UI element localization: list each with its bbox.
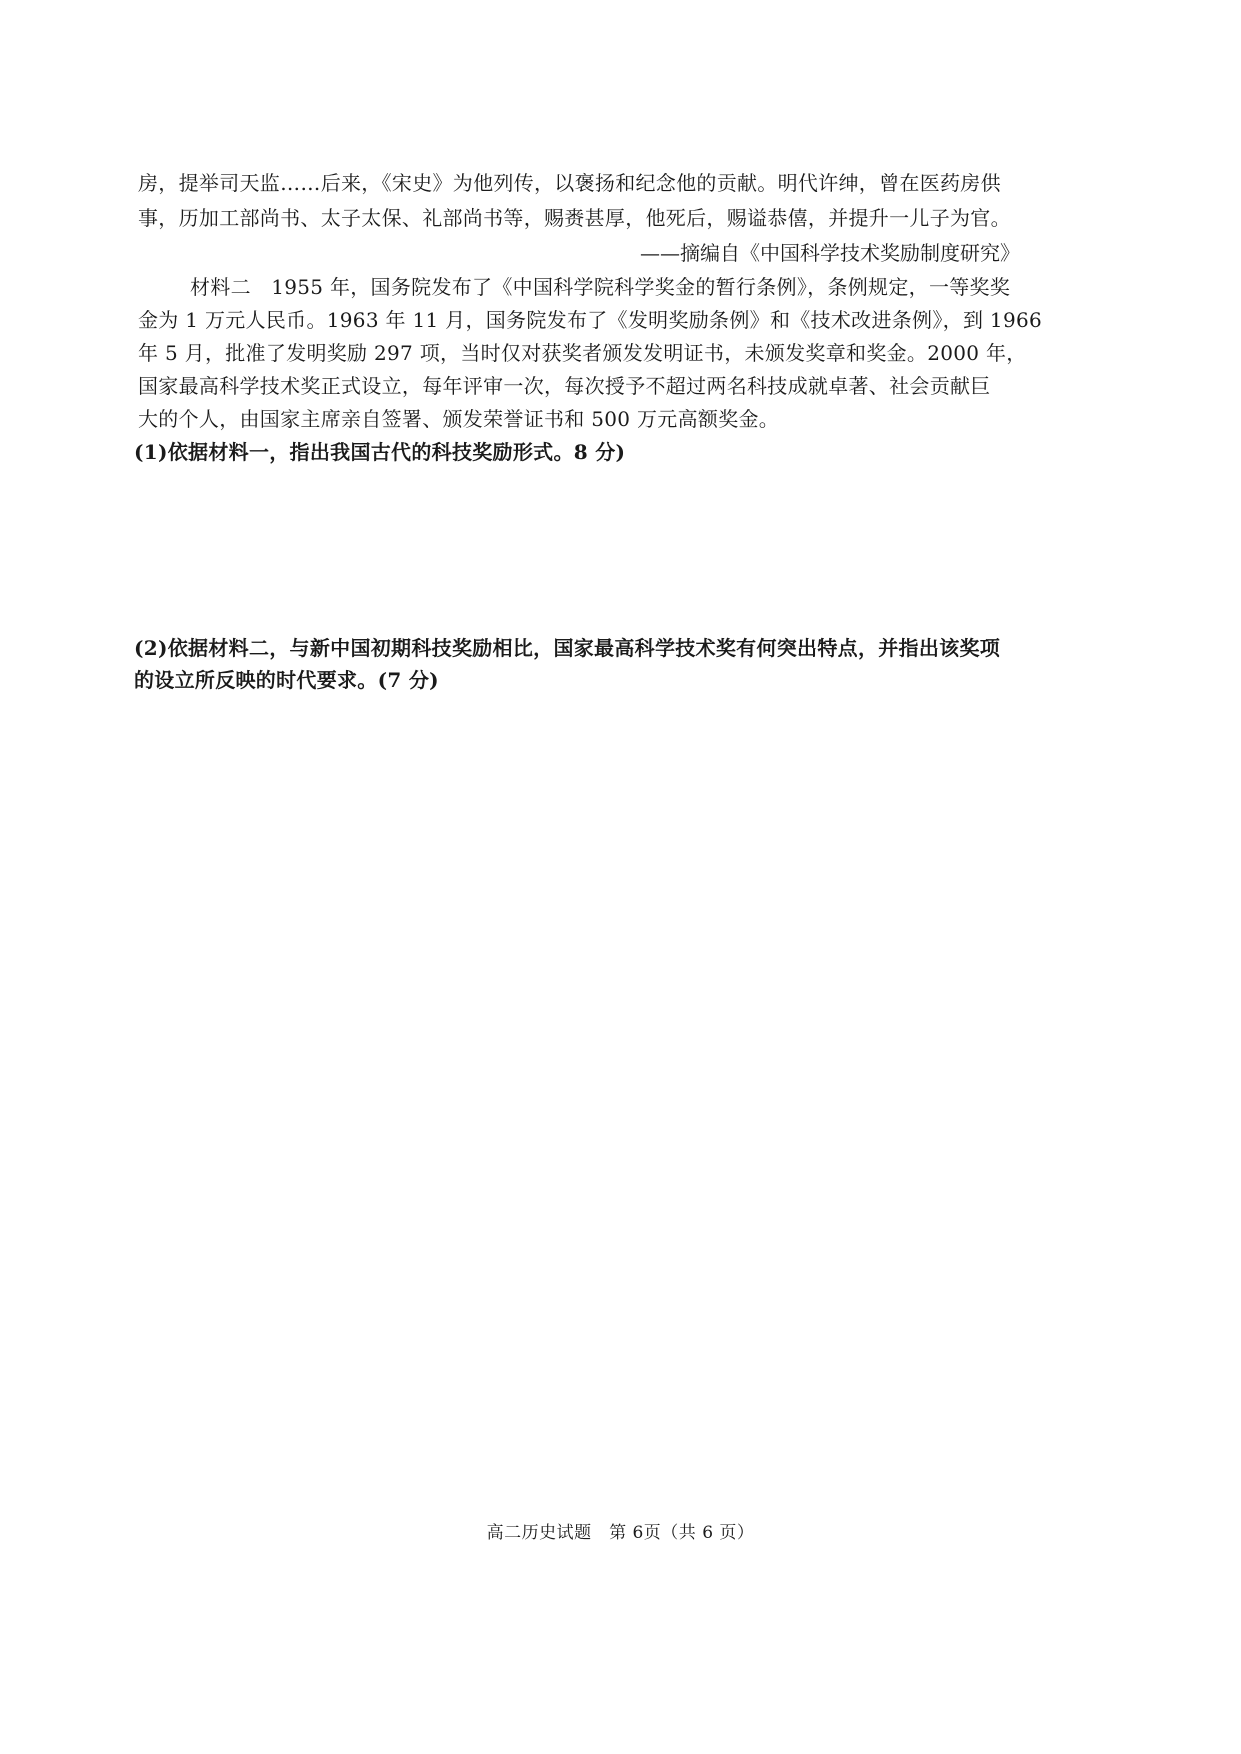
material-one-source: ——摘编自《中国科学技术奖励制度研究》 [640, 241, 1020, 265]
page-footer: 高二历史试题 第 6页（共 6 页） [486, 1523, 755, 1543]
material-two-line-4: 国家最高科学技术奖正式设立，每年评审一次，每次授予不超过两名科技成就卓著、社会贡献巨 [138, 374, 991, 398]
material-two-line-1: 材料二 1955 年，国务院发布了《中国科学院科学奖金的暂行条例》，条例规定，一等奖奖 [190, 275, 1011, 299]
material-one-line-1: 房，提举司天监……后来，《宋史》为他列传，以褒扬和纪念他的贡献。明代许绅，曾在医药房供 [138, 171, 1001, 195]
question-2-line-2: 的设立所反映的时代要求。(7 分) [134, 668, 439, 692]
question-1: (1)依据材料一，指出我国古代的科技奖励形式。8 分) [134, 440, 626, 464]
question-2-line-1: (2)依据材料二，与新中国初期科技奖励相比，国家最高科学技术奖有何突出特点，并指出该奖项 [134, 636, 1001, 660]
material-one-line-2: 事，历加工部尚书、太子太保、礼部尚书等，赐赉甚厚，他死后，赐谥恭僖，并提升一儿子为官。 [138, 206, 1011, 230]
material-two-line-5: 大的个人，由国家主席亲自签署、颁发荣誉证书和 500 万元高额奖金。 [138, 407, 780, 431]
material-two-line-2: 金为 1 万元人民币。1963 年 11 月，国务院发布了《发明奖励条例》和《技术改进条例》，到 1966 [138, 308, 1043, 332]
material-two-line-3: 年 5 月，批准了发明奖励 297 项，当时仅对获奖者颁发发明证书，未颁发奖章和奖金。2000 年， [138, 341, 1027, 365]
